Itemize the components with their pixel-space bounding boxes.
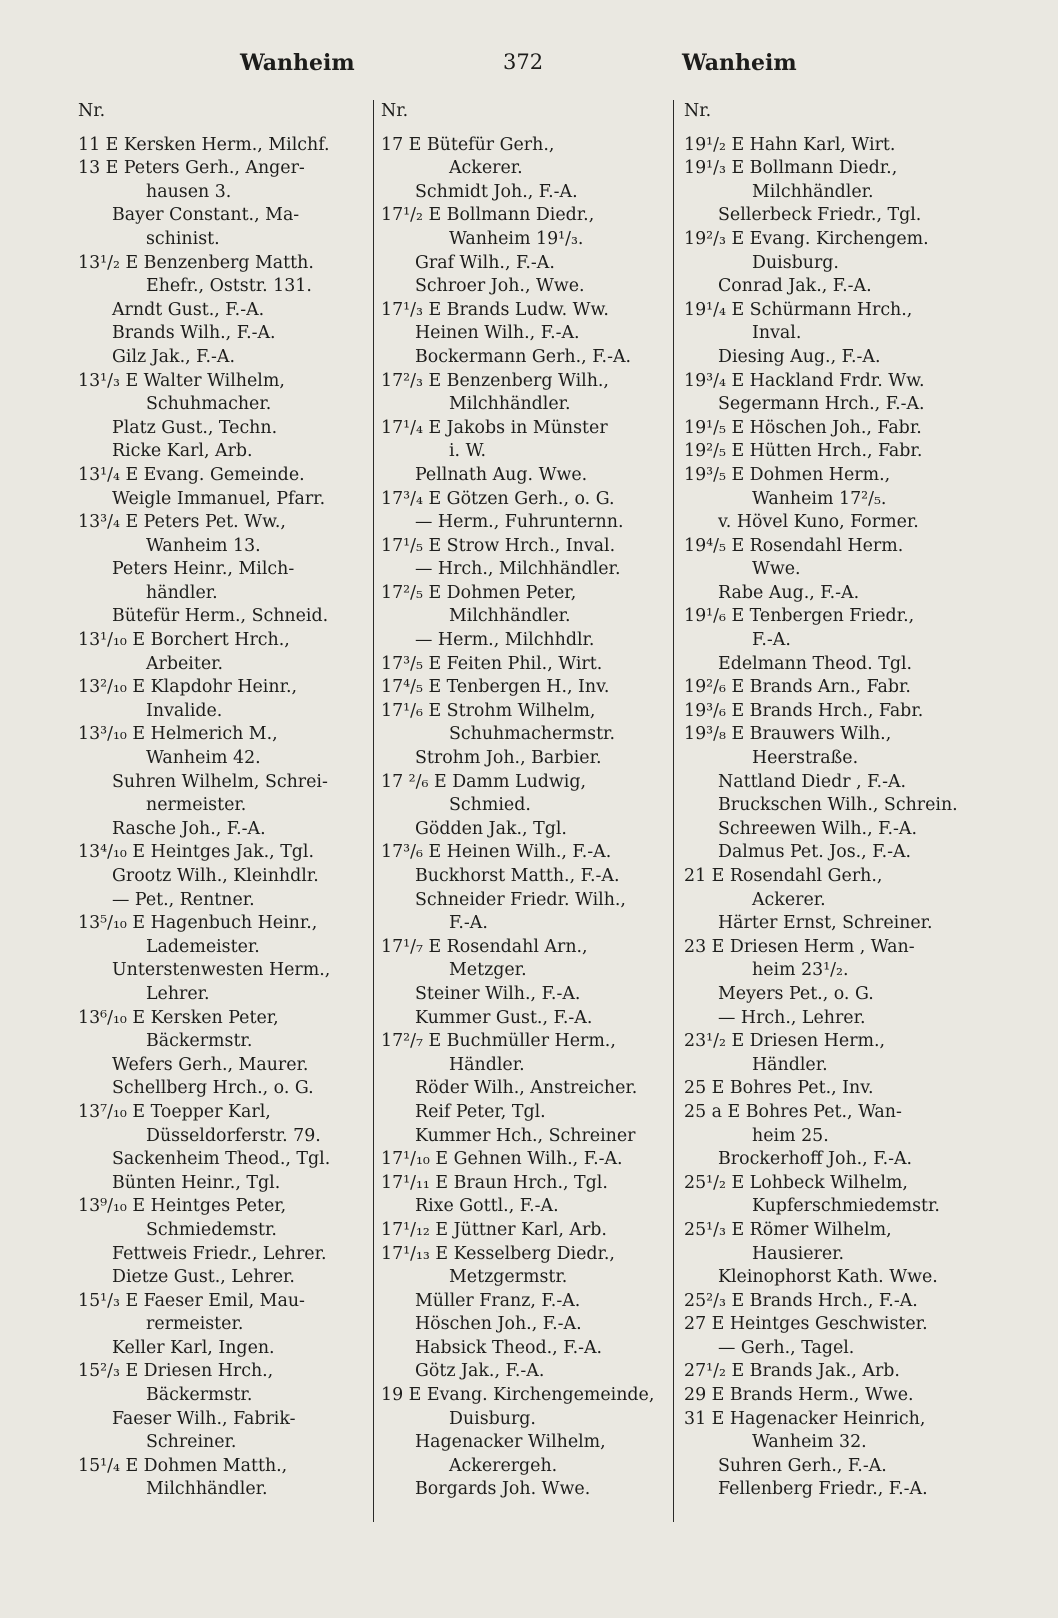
directory-entry-line: Dietze Gust., Lehrer.	[112, 1267, 295, 1288]
directory-entry-line: 13⁷/₁₀ E Toepper Karl,	[78, 1101, 271, 1122]
directory-entry-line: Wwe.	[752, 559, 801, 580]
directory-entry-line: 25 E Bohres Pet., Inv.	[684, 1078, 874, 1099]
directory-entry-line: Unterstenwesten Herm.,	[112, 960, 331, 981]
directory-entry-line: 19⁴/₅ E Rosendahl Herm.	[684, 535, 904, 556]
directory-entry-line: 13¹/₄ E Evang. Gemeinde.	[78, 464, 305, 485]
directory-entry-line: Ricke Karl, Arb.	[112, 441, 253, 462]
directory-entry-line: 13³/₁₀ E Helmerich M.,	[78, 724, 278, 745]
directory-entry-line: Grootz Wilh., Kleinhdlr.	[112, 866, 319, 886]
directory-entry-line: Wanheim 13.	[146, 535, 261, 556]
directory-entry-line: 11 E Kersken Herm., Milchf.	[78, 134, 330, 155]
directory-entry-line: Platz Gust., Techn.	[112, 417, 278, 438]
directory-entry-line: v. Hövel Kuno, Former.	[718, 512, 919, 533]
directory-entry-line: Suhren Wilhelm, Schrei-	[112, 771, 328, 792]
directory-entry-line: 17¹/₅ E Strow Hrch., Inval.	[381, 535, 616, 556]
directory-entry-line: händler.	[146, 582, 218, 603]
directory-entry-line: Arndt Gust., F.-A.	[112, 299, 265, 320]
directory-entry-line: heim 23¹/₂.	[752, 960, 849, 981]
directory-entry-line: Meyers Pet., o. G.	[718, 983, 874, 1004]
directory-entry-line: Sellerbeck Friedr., Tgl.	[718, 205, 922, 226]
directory-entry-line: Dalmus Pet. Jos., F.-A.	[718, 842, 912, 863]
nr-label: Nr.	[381, 101, 409, 121]
directory-entry-line: Rasche Joh., F.-A.	[112, 818, 266, 839]
directory-entry-line: Duisburg.	[752, 252, 839, 273]
directory-entry-line: 27 E Heintges Geschwister.	[684, 1314, 928, 1335]
directory-entry-line: heim 25.	[752, 1125, 829, 1146]
directory-entry-line: 19¹/₅ E Höschen Joh., Fabr.	[684, 417, 922, 438]
directory-entry-line: 29 E Brands Herm., Wwe.	[684, 1385, 914, 1406]
directory-entry-line: Segermann Hrch., F.-A.	[718, 394, 925, 415]
directory-entry-line: Wanheim 32.	[752, 1432, 867, 1453]
directory-entry-line: — Hrch., Milchhändler.	[415, 559, 621, 580]
directory-entry-line: 15²/₃ E Driesen Hrch.,	[78, 1361, 274, 1382]
directory-entry-line: 17³/₄ E Götzen Gerh., o. G.	[381, 488, 615, 509]
directory-entry-line: 25²/₃ E Brands Hrch., F.-A.	[684, 1290, 918, 1311]
directory-entry-line: Schuhmachermstr.	[449, 724, 615, 745]
directory-entry-line: Edelmann Theod. Tgl.	[718, 653, 913, 674]
directory-entry-line: 25¹/₃ E Römer Wilhelm,	[684, 1219, 892, 1240]
directory-entry-line: — Herm., Milchhdlr.	[415, 630, 595, 651]
directory-entry-line: 21 E Rosendahl Gerh.,	[684, 866, 883, 886]
directory-entry-line: 25¹/₂ E Lohbeck Wilhelm,	[684, 1172, 908, 1193]
directory-entry-line: 13³/₄ E Peters Pet. Ww.,	[78, 512, 286, 533]
directory-entry-line: 13⁴/₁₀ E Heintges Jak., Tgl.	[78, 842, 315, 863]
column-2	[381, 100, 681, 1502]
directory-entry-line: 17¹/₁₃ E Kesselberg Diedr.,	[381, 1243, 615, 1264]
directory-entry-line: 17¹/₁₁ E Braun Hrch., Tgl.	[381, 1172, 608, 1193]
running-header-right: Wanheim	[682, 50, 797, 76]
directory-entry-line: Lehrer.	[146, 983, 210, 1004]
directory-entry-line: Rabe Aug., F.-A.	[718, 582, 860, 603]
directory-entry-line: Kummer Gust., F.-A.	[415, 1007, 593, 1028]
directory-entry-line: 13 E Peters Gerh., Anger-	[78, 158, 305, 179]
directory-entry-line: Höschen Joh., F.-A.	[415, 1314, 582, 1335]
directory-entry-line: Bockermann Gerh., F.-A.	[415, 346, 632, 367]
directory-entry-line: 17¹/₆ E Strohm Wilhelm,	[381, 700, 596, 721]
directory-entry-line: 19¹/₂ E Hahn Karl, Wirt.	[684, 134, 896, 155]
directory-entry-line: 17¹/₁₀ E Gehnen Wilh., F.-A.	[381, 1149, 623, 1170]
directory-entry-line: 25 a E Bohres Pet., Wan-	[684, 1101, 902, 1122]
directory-entry-line: 19³/₄ E Hackland Frdr. Ww.	[684, 370, 925, 391]
directory-entry-line: hausen 3.	[146, 181, 232, 202]
directory-entry-line: i. W.	[449, 441, 486, 462]
directory-entry-line: Buckhorst Matth., F.-A.	[415, 866, 620, 886]
directory-entry-line: 19²/₆ E Brands Arn., Fabr.	[684, 677, 911, 698]
directory-entry-line: 17¹/₇ E Rosendahl Arn.,	[381, 936, 588, 957]
directory-entry-line: Härter Ernst, Schreiner.	[718, 913, 933, 934]
running-header-left: Wanheim	[240, 50, 355, 76]
directory-entry-line: Bayer Constant., Ma-	[112, 205, 300, 226]
directory-entry-line: — Hrch., Lehrer.	[718, 1007, 866, 1028]
directory-entry-line: Invalide.	[146, 700, 223, 721]
directory-entry-line: 19²/₅ E Hütten Hrch., Fabr.	[684, 441, 923, 462]
directory-entry-line: 23¹/₂ E Driesen Herm.,	[684, 1031, 886, 1052]
directory-entry-line: Heinen Wilh., F.-A.	[415, 323, 580, 344]
directory-entry-line: 17³/₅ E Feiten Phil., Wirt.	[381, 653, 603, 674]
directory-entry-line: Sackenheim Theod., Tgl.	[112, 1149, 331, 1170]
directory-entry-line: 17¹/₃ E Brands Ludw. Ww.	[381, 299, 609, 320]
directory-entry-line: F.-A.	[752, 630, 791, 651]
directory-entry-line: Keller Karl, Ingen.	[112, 1337, 275, 1358]
directory-entry-line: 19²/₃ E Evang. Kirchengem.	[684, 228, 929, 249]
directory-entry-line: Schmiedemstr.	[146, 1219, 277, 1240]
directory-entry-line: 27¹/₂ E Brands Jak., Arb.	[684, 1361, 900, 1382]
directory-entry-line: Steiner Wilh., F.-A.	[415, 983, 581, 1004]
directory-entry-line: Kleinophorst Kath. Wwe.	[718, 1267, 938, 1288]
directory-entry-line: Röder Wilh., Anstreicher.	[415, 1078, 638, 1099]
directory-entry-line: Rixe Gottl., F.-A.	[415, 1196, 559, 1217]
directory-entry-line: 13¹/₂ E Benzenberg Matth.	[78, 252, 314, 273]
directory-entry-line: Gödden Jak., Tgl.	[415, 818, 567, 839]
nr-label: Nr.	[684, 101, 712, 121]
directory-entry-line: Ehefr., Oststr. 131.	[146, 276, 312, 297]
directory-entry-line: Schneider Friedr. Wilh.,	[415, 889, 626, 910]
directory-entry-line: 13⁵/₁₀ E Hagenbuch Heinr.,	[78, 913, 318, 934]
directory-entry-line: Hagenacker Wilhelm,	[415, 1432, 606, 1453]
directory-entry-line: Bruckschen Wilh., Schrein.	[718, 795, 958, 816]
directory-entry-line: Ackerergeh.	[449, 1455, 558, 1476]
directory-entry-line: 13²/₁₀ E Klapdohr Heinr.,	[78, 677, 298, 698]
directory-entry-line: 19¹/₆ E Tenbergen Friedr.,	[684, 606, 915, 627]
directory-entry-line: 13⁶/₁₀ E Kersken Peter,	[78, 1007, 279, 1028]
nr-label: Nr.	[78, 101, 106, 121]
directory-entry-line: Händler.	[752, 1054, 828, 1075]
directory-entry-line: Schmied.	[449, 795, 531, 816]
directory-entry-line: 17³/₆ E Heinen Wilh., F.-A.	[381, 842, 612, 863]
directory-entry-line: Bäckermstr.	[146, 1385, 253, 1406]
directory-entry-line: 31 E Hagenacker Heinrich,	[684, 1408, 926, 1429]
directory-entry-line: Milchhändler.	[449, 394, 571, 415]
directory-entry-line: Peters Heinr., Milch-	[112, 559, 295, 580]
directory-entry-line: Metzger.	[449, 960, 527, 981]
directory-entry-line: 23 E Driesen Herm , Wan-	[684, 936, 915, 957]
directory-entry-line: Schellberg Hrch., o. G.	[112, 1078, 314, 1099]
directory-entry-line: 15¹/₃ E Faeser Emil, Mau-	[78, 1290, 305, 1311]
directory-entry-line: rermeister.	[146, 1314, 244, 1335]
directory-entry-line: Ackerer.	[752, 889, 826, 910]
directory-entry-line: Nattland Diedr , F.-A.	[718, 771, 907, 792]
directory-entry-line: 17¹/₄ E Jakobs in Münster	[381, 417, 608, 438]
directory-entry-line: Bünten Heinr., Tgl.	[112, 1172, 281, 1193]
directory-entry-line: Conrad Jak., F.-A.	[718, 276, 872, 297]
directory-entry-line: Weigle Immanuel, Pfarr.	[112, 488, 326, 509]
directory-entry-line: Lademeister.	[146, 936, 260, 957]
directory-entry-line: 13¹/₃ E Walter Wilhelm,	[78, 370, 285, 391]
directory-entry-line: 13⁹/₁₀ E Heintges Peter,	[78, 1196, 287, 1217]
directory-entry-line: Habsick Theod., F.-A.	[415, 1337, 603, 1358]
directory-entry-line: Pellnath Aug. Wwe.	[415, 464, 588, 485]
directory-entry-line: 17¹/₂ E Bollmann Diedr.,	[381, 205, 595, 226]
directory-entry-line: 17²/₅ E Dohmen Peter,	[381, 582, 577, 603]
directory-entry-line: Schreiner.	[146, 1432, 237, 1453]
directory-entry-line: 15¹/₄ E Dohmen Matth.,	[78, 1455, 288, 1476]
directory-entry-line: Milchhändler.	[449, 606, 571, 627]
directory-entry-line: 19³/₆ E Brands Hrch., Fabr.	[684, 700, 924, 721]
directory-entry-line: Milchhändler.	[752, 181, 874, 202]
directory-entry-line: 17⁴/₅ E Tenbergen H., Inv.	[381, 677, 610, 698]
directory-entry-line: Graf Wilh., F.-A.	[415, 252, 555, 273]
directory-entry-line: Milchhändler.	[146, 1479, 268, 1500]
directory-entry-line: Müller Franz, F.-A.	[415, 1290, 581, 1311]
directory-entry-line: 13¹/₁₀ E Borchert Hrch.,	[78, 630, 290, 651]
directory-entry-line: 17 ²/₆ E Damm Ludwig,	[381, 771, 587, 792]
directory-entry-line: Brands Wilh., F.-A.	[112, 323, 276, 344]
directory-entry-line: Arbeiter.	[146, 653, 224, 674]
directory-entry-line: F.-A.	[449, 913, 488, 934]
directory-entry-line: Reif Peter, Tgl.	[415, 1101, 546, 1122]
directory-entry-line: Diesing Aug., F.-A.	[718, 346, 881, 367]
directory-entry-line: Bütefür Herm., Schneid.	[112, 606, 329, 627]
directory-entry-line: Schreewen Wilh., F.-A.	[718, 818, 917, 839]
directory-entry-line: Inval.	[752, 323, 802, 344]
directory-entry-line: Schmidt Joh., F.-A.	[415, 181, 578, 202]
directory-entry-line: — Gerh., Tagel.	[718, 1337, 855, 1358]
directory-entry-line: Kupferschmiedemstr.	[752, 1196, 940, 1217]
directory-entry-line: Wanheim 42.	[146, 748, 261, 769]
directory-entry-line: 17¹/₁₂ E Jüttner Karl, Arb.	[381, 1219, 607, 1240]
directory-entry-line: Metzgermstr.	[449, 1267, 568, 1288]
directory-entry-line: nermeister.	[146, 795, 247, 816]
column-1	[78, 100, 378, 1502]
directory-entry-line: 19³/₈ E Brauwers Wilh.,	[684, 724, 892, 745]
directory-entry-line: 19³/₅ E Dohmen Herm.,	[684, 464, 891, 485]
directory-entry-line: Wanheim 17²/₅.	[752, 488, 887, 509]
directory-entry-line: Wanheim 19¹/₃.	[449, 228, 584, 249]
directory-entry-line: Gilz Jak., F.-A.	[112, 346, 236, 367]
directory-entry-line: 17²/₇ E Buchmüller Herm.,	[381, 1031, 616, 1052]
directory-entry-line: Götz Jak., F.-A.	[415, 1361, 545, 1382]
directory-entry-line: Fellenberg Friedr., F.-A.	[718, 1479, 928, 1500]
directory-entry-line: — Pet., Rentner.	[112, 889, 255, 910]
directory-entry-line: Schuhmacher.	[146, 394, 272, 415]
directory-entry-line: Ackerer.	[449, 158, 523, 179]
directory-entry-line: Händler.	[449, 1054, 525, 1075]
directory-entry-line: Borgards Joh. Wwe.	[415, 1479, 591, 1500]
directory-entry-line: 17²/₃ E Benzenberg Wilh.,	[381, 370, 609, 391]
directory-entry-line: 19¹/₃ E Bollmann Diedr.,	[684, 158, 898, 179]
directory-entry-line: Heerstraße.	[752, 748, 859, 769]
directory-entry-line: Kummer Hch., Schreiner	[415, 1125, 636, 1146]
directory-entry-line: Brockerhoff Joh., F.-A.	[718, 1149, 913, 1170]
directory-entry-line: 19 E Evang. Kirchengemeinde,	[381, 1385, 655, 1406]
directory-entry-line: 19¹/₄ E Schürmann Hrch.,	[684, 299, 913, 320]
column-3	[684, 100, 984, 1502]
directory-entry-line: — Herm., Fuhrunternn.	[415, 512, 624, 533]
directory-entry-line: Wefers Gerh., Maurer.	[112, 1054, 309, 1075]
page-number: 372	[503, 50, 544, 74]
directory-entry-line: Suhren Gerh., F.-A.	[718, 1455, 887, 1476]
directory-entry-line: Bäckermstr.	[146, 1031, 253, 1052]
directory-entry-line: Fettweis Friedr., Lehrer.	[112, 1243, 327, 1264]
directory-entry-line: Faeser Wilh., Fabrik-	[112, 1408, 296, 1429]
directory-entry-line: Düsseldorferstr. 79.	[146, 1125, 321, 1146]
directory-entry-line: Schroer Joh., Wwe.	[415, 276, 585, 297]
directory-entry-line: Hausierer.	[752, 1243, 845, 1264]
directory-entry-line: 17 E Bütefür Gerh.,	[381, 134, 555, 155]
directory-entry-line: Strohm Joh., Barbier.	[415, 748, 602, 769]
directory-entry-line: schinist.	[146, 228, 220, 249]
directory-entry-line: Duisburg.	[449, 1408, 536, 1429]
